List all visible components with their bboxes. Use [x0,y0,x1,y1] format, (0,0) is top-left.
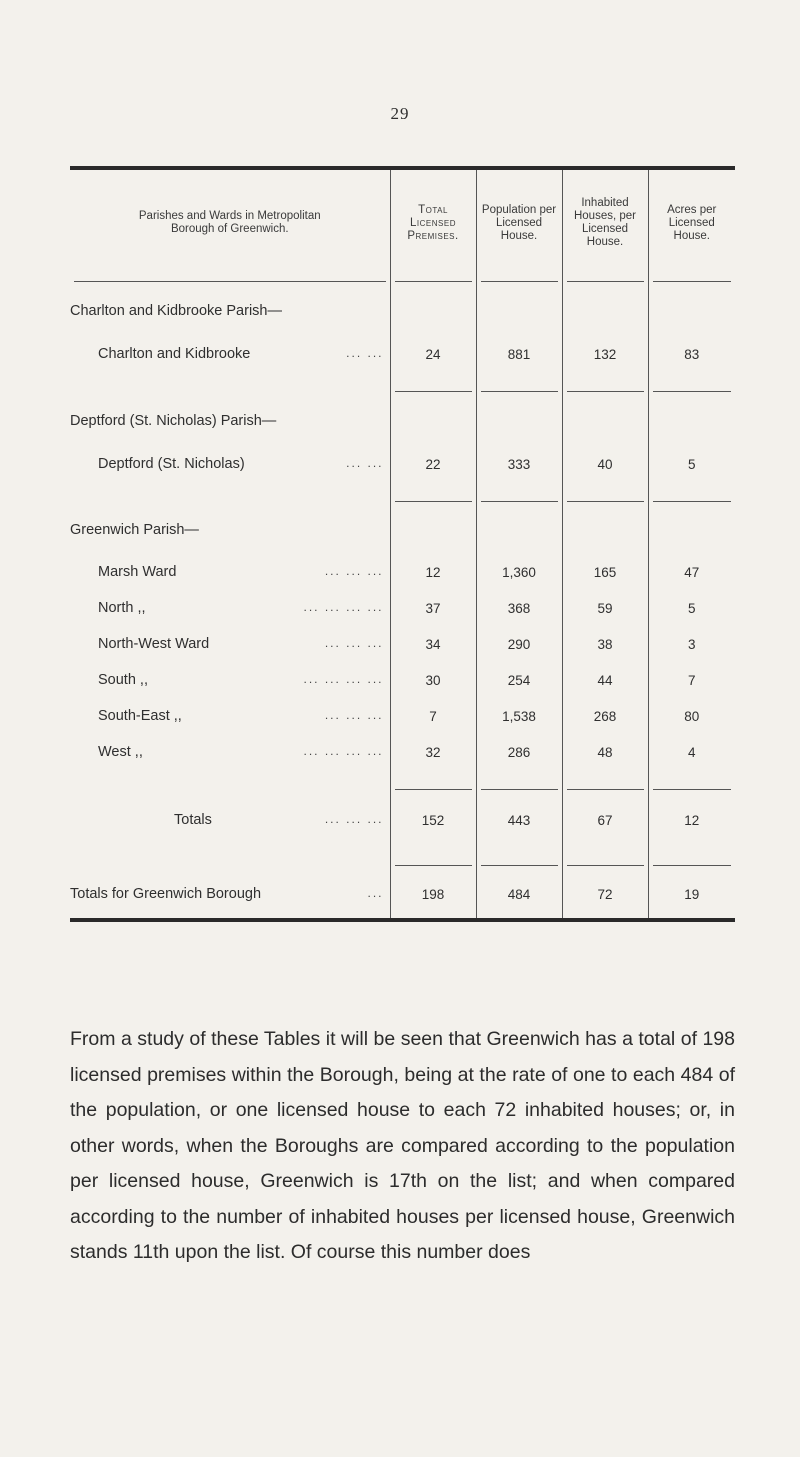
header-rule [70,276,735,286]
cell-licensed: 32 [390,734,476,770]
cell-licensed: 22 [390,446,476,482]
cell-houses: 72 [562,870,648,918]
section-rule [70,386,735,396]
cell-houses: 44 [562,662,648,698]
table-bottom-rule [70,918,735,922]
table-row [70,336,735,372]
cell-acres: 3 [648,626,735,662]
borough-totals-row [70,870,735,918]
cell-acres: 5 [648,446,735,482]
section-title: Greenwich Parish— [70,522,199,538]
header-population: Population per Licensed House. [476,170,562,276]
section-title: Deptford (St. Nicholas) Parish— [70,413,277,429]
section-rule [70,784,735,794]
cell-population: 290 [476,626,562,662]
page-number: 29 [390,104,410,123]
body-paragraph: From a study of these Tables it will be seen that Greenwich has a total of 198 licensed premises within the Borough, being at the rate of one to each 484 of the population, or one licensed house to each 72 inhabited houses; or, in other words, when the Boroughs are compared according to the population per licensed house, Greenwich is 17th on the list; and when compared according to the number of inhabited houses per licensed house, Greenwich stands 11th upon the list. Of course this number does [70,1028,735,1263]
row-name: North-West Ward ... ... ... [98,636,384,652]
header-inhabited-houses: Inhabited Houses, per Licensed House. [562,170,648,276]
row-name: Charlton and Kidbrooke ... ... [98,346,384,362]
cell-population: 1,538 [476,698,562,734]
row-name: Deptford (St. Nicholas) ... ... [98,456,384,472]
totals-label: Totals ... ... ... [174,812,384,828]
cell-houses: 268 [562,698,648,734]
cell-houses: 38 [562,626,648,662]
cell-licensed: 30 [390,662,476,698]
cell-houses: 165 [562,554,648,590]
cell-licensed: 34 [390,626,476,662]
section-title-row [70,506,735,554]
section-rule [70,860,735,870]
cell-acres: 7 [648,662,735,698]
cell-population: 1,360 [476,554,562,590]
cell-licensed: 12 [390,554,476,590]
cell-licensed: 152 [390,794,476,846]
header-acres: Acres per Licensed House. [648,170,735,276]
cell-acres: 5 [648,590,735,626]
table-row [70,446,735,482]
cell-acres: 80 [648,698,735,734]
cell-licensed: 37 [390,590,476,626]
section-title: Charlton and Kidbrooke Parish— [70,303,282,319]
cell-houses: 48 [562,734,648,770]
table-row [70,590,735,626]
cell-houses: 67 [562,794,648,846]
cell-licensed: 24 [390,336,476,372]
header-parishes: Parishes and Wards in Metropolitan Borough of Greenwich. [138,210,321,235]
licensed-premises-table [70,166,735,922]
row-name: South ,, ... ... ... ... [98,672,384,688]
cell-houses: 132 [562,336,648,372]
table-header-row [70,170,735,276]
section-title-row [70,396,735,446]
cell-population: 881 [476,336,562,372]
section-rule [70,496,735,506]
cell-population: 368 [476,590,562,626]
row-name: North ,, ... ... ... ... [98,600,384,616]
cell-population: 286 [476,734,562,770]
cell-population: 254 [476,662,562,698]
cell-houses: 59 [562,590,648,626]
section-title-row [70,286,735,336]
cell-acres: 4 [648,734,735,770]
cell-acres: 12 [648,794,735,846]
borough-totals-label: Totals for Greenwich Borough ... [70,886,384,902]
cell-population: 484 [476,870,562,918]
table-row [70,554,735,590]
cell-houses: 40 [562,446,648,482]
cell-acres: 19 [648,870,735,918]
row-name: Marsh Ward ... ... ... [98,564,384,580]
cell-licensed: 7 [390,698,476,734]
row-name: West ,, ... ... ... ... [98,744,384,760]
cell-population: 443 [476,794,562,846]
table-row [70,734,735,770]
cell-acres: 47 [648,554,735,590]
table-row [70,662,735,698]
header-licensed-premises: Total Licensed Premises. [390,170,476,276]
totals-row [70,794,735,846]
cell-acres: 83 [648,336,735,372]
table-row [70,626,735,662]
cell-licensed: 198 [390,870,476,918]
table-row [70,698,735,734]
cell-population: 333 [476,446,562,482]
row-name: South-East ,, ... ... ... [98,708,384,724]
